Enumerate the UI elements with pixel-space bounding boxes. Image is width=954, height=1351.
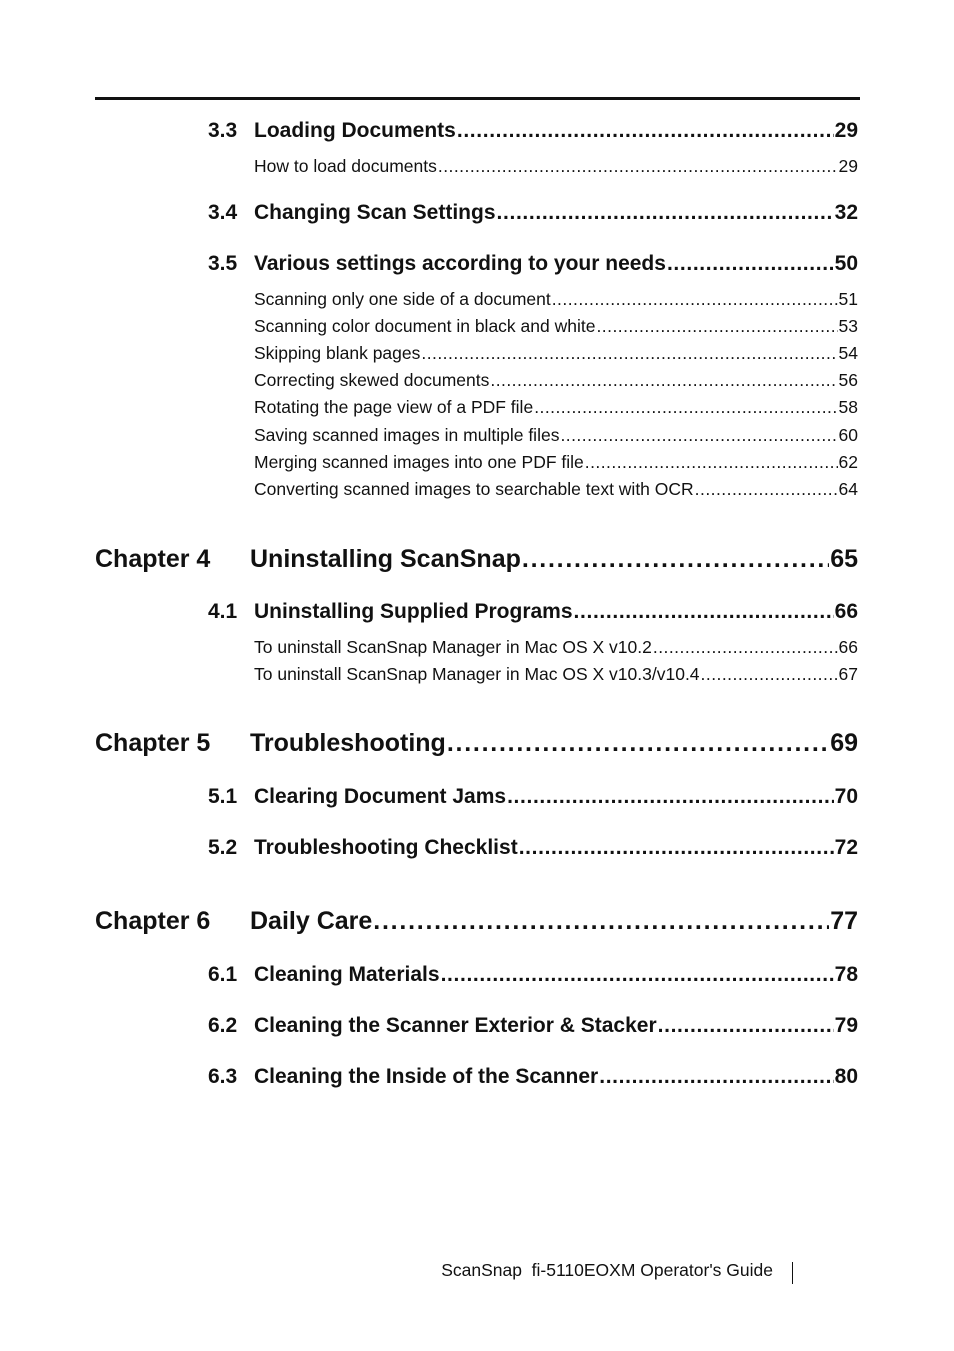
page-number: 70 [834, 785, 858, 808]
toc-subentry[interactable] [254, 479, 858, 500]
page-number: 62 [838, 452, 858, 472]
toc-entry-3-4[interactable] [208, 201, 858, 225]
dot-leader [667, 252, 834, 276]
subentry-title: Converting scanned images to searchable text with OCR [254, 479, 694, 499]
section-title: Cleaning Materials [254, 963, 440, 986]
toc-entry-6-1[interactable] [208, 963, 858, 987]
top-rule [95, 97, 860, 100]
dot-leader [438, 156, 838, 177]
subentry-title: Scanning only one side of a document [254, 289, 551, 309]
section-number: 4.1 [208, 600, 238, 623]
toc-entry-6-2[interactable] [208, 1014, 858, 1038]
dot-leader [497, 201, 834, 225]
page-number: 56 [838, 370, 858, 390]
dot-leader [560, 425, 837, 446]
section-title: Cleaning the Inside of the Scanner [254, 1065, 599, 1088]
toc-subentry[interactable] [254, 637, 858, 658]
section-title: Troubleshooting Checklist [254, 836, 518, 859]
dot-leader [596, 316, 837, 337]
dot-leader [522, 545, 829, 574]
section-number: 6.2 [208, 1014, 238, 1037]
page-number: 80 [834, 1065, 858, 1088]
toc-subentry[interactable] [254, 452, 858, 473]
page-number: 29 [838, 156, 858, 176]
page-number: 67 [838, 664, 858, 684]
toc-chapter-5[interactable] [95, 729, 858, 758]
toc-subentry[interactable] [254, 289, 858, 310]
dot-leader [695, 479, 838, 500]
footer-title: ScanSnap fi-5110EOXM Operator's Guide [441, 1260, 773, 1280]
dot-leader [574, 600, 834, 624]
chapter-title: Troubleshooting [250, 729, 446, 757]
toc-entry-3-5[interactable] [208, 252, 858, 276]
dot-leader [490, 370, 837, 391]
toc-chapter-6[interactable] [95, 907, 858, 936]
subentry-title: Scanning color document in black and white [254, 316, 596, 336]
chapter-number: Chapter 5 [95, 729, 211, 757]
dot-leader [585, 452, 838, 473]
page-number: 58 [838, 397, 858, 417]
page-number: 50 [834, 252, 858, 275]
dot-leader [653, 637, 838, 658]
chapter-title: Uninstalling ScanSnap [250, 545, 521, 573]
section-number: 3.5 [208, 252, 238, 275]
dot-leader [441, 963, 834, 987]
dot-leader [658, 1014, 834, 1038]
page-number: 65 [830, 545, 858, 573]
page-number: 78 [834, 963, 858, 986]
chapter-number: Chapter 4 [95, 545, 211, 573]
section-title: Clearing Document Jams [254, 785, 507, 808]
dot-leader [534, 397, 837, 418]
section-title: Cleaning the Scanner Exterior & Stacker [254, 1014, 657, 1037]
page-number: 69 [830, 729, 858, 757]
chapter-title: Daily Care [250, 907, 373, 935]
toc-subentry[interactable] [254, 370, 858, 391]
dot-leader [519, 836, 834, 860]
subentry-title: Correcting skewed documents [254, 370, 490, 390]
toc-subentry[interactable] [254, 343, 858, 364]
section-number: 3.3 [208, 119, 238, 142]
page-number: 60 [838, 425, 858, 445]
subentry-title: To uninstall ScanSnap Manager in Mac OS X v10.3/v10.4 [254, 664, 700, 684]
section-title: Changing Scan Settings [254, 201, 496, 224]
dot-leader [457, 119, 834, 143]
dot-leader [447, 729, 829, 758]
chapter-number: Chapter 6 [95, 907, 211, 935]
dot-leader [373, 907, 829, 936]
dot-leader [552, 289, 838, 310]
dot-leader [599, 1065, 833, 1089]
toc-subentry[interactable] [254, 425, 858, 446]
toc-entry-4-1[interactable] [208, 600, 858, 624]
section-number: 3.4 [208, 201, 238, 224]
subentry-title: How to load documents [254, 156, 437, 176]
section-number: 5.2 [208, 836, 238, 859]
toc-subentry[interactable] [254, 664, 858, 685]
footer-divider [792, 1262, 793, 1284]
page-number: 79 [834, 1014, 858, 1037]
section-title: Loading Documents [254, 119, 456, 142]
page-number: 77 [830, 907, 858, 935]
section-title: Uninstalling Supplied Programs [254, 600, 573, 623]
section-number: 5.1 [208, 785, 238, 808]
page-number: 53 [838, 316, 858, 336]
toc-entry-5-2[interactable] [208, 836, 858, 860]
subentry-title: To uninstall ScanSnap Manager in Mac OS X v10.2 [254, 637, 652, 657]
toc-entry-5-1[interactable] [208, 785, 858, 809]
toc-subentry[interactable] [254, 316, 858, 337]
page-number: 29 [834, 119, 858, 142]
subentry-title: Skipping blank pages [254, 343, 421, 363]
dot-leader [507, 785, 834, 809]
toc-subentry[interactable] [254, 397, 858, 418]
subentry-title: Rotating the page view of a PDF file [254, 397, 534, 417]
dot-leader [421, 343, 837, 364]
section-number: 6.3 [208, 1065, 238, 1088]
subentry-title: Saving scanned images in multiple files [254, 425, 560, 445]
section-number: 6.1 [208, 963, 238, 986]
toc-entry-6-3[interactable] [208, 1065, 858, 1089]
toc-entry-3-3[interactable] [208, 119, 858, 143]
page-number: 64 [838, 479, 858, 499]
subentry-title: Merging scanned images into one PDF file [254, 452, 584, 472]
page-number: 66 [838, 637, 858, 657]
toc-subentry[interactable] [254, 156, 858, 177]
page-number: 32 [834, 201, 858, 224]
section-title: Various settings according to your needs [254, 252, 666, 275]
page-number: 66 [834, 600, 858, 623]
page-number: 72 [834, 836, 858, 859]
page-number: 54 [838, 343, 858, 363]
dot-leader [701, 664, 838, 685]
page-number: 51 [838, 289, 858, 309]
toc-chapter-4[interactable] [95, 545, 858, 574]
